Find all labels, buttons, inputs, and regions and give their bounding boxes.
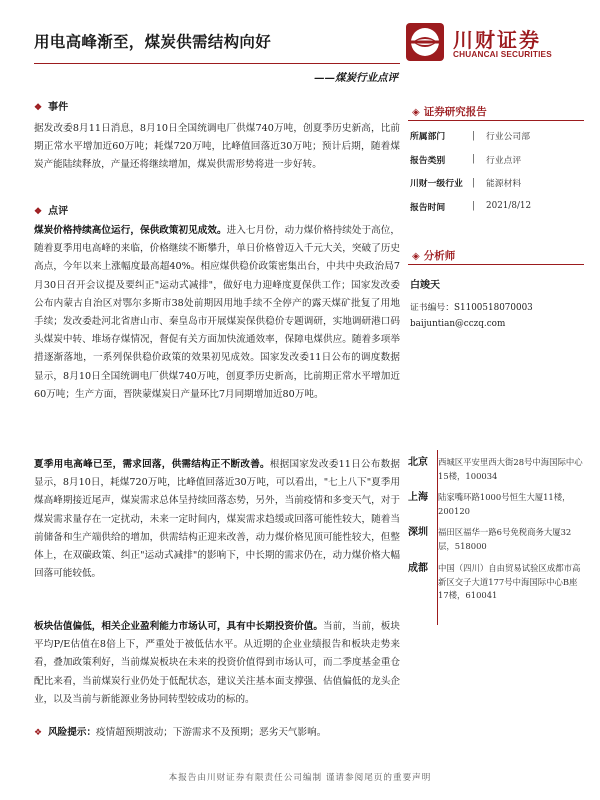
analyst-heading: ◈ 分析师 bbox=[412, 250, 456, 262]
event-paragraph: 据发改委8月11日消息，8月10日全国统调电厂供煤740万吨，创夏季历史新高，比前期正常水平增加近60万吨；耗煤720万吨，比峰值回落近30万吨；预计后期，随着煤炭产能陆续释放，产量还将继续增加，煤炭供需形势将进一步好转。 bbox=[34, 123, 400, 171]
paragraph-lead: 煤炭价格持续高位运行，保供政策初见成效。 bbox=[34, 225, 227, 236]
office-beijing: 北京 西城区平安里西大街28号中海国际中心15楼，100034 bbox=[408, 457, 583, 481]
diamond-icon: ❖ bbox=[34, 728, 43, 738]
diamond-icon: ❖ bbox=[34, 207, 43, 217]
section-heading-event: ❖ 事件 bbox=[34, 102, 69, 113]
diamond-icon: ❖ bbox=[34, 103, 43, 113]
sidebar-divider bbox=[408, 120, 584, 121]
office-shenzhen: 深圳 福田区福华一路6号免税商务大厦32层，518000 bbox=[408, 527, 572, 551]
info-row: 报告类别 | 行业点评 bbox=[410, 154, 522, 166]
chuancai-logo-icon bbox=[405, 22, 445, 62]
comment-paragraph-2: 夏季用电高峰已至，需求回落，供需结构正不断改善。根据国家发改委11日公布数据显示，8月10日，耗煤720万吨，比峰值回落近30万吨，可以看出，"七上八下"夏季用煤高峰期接近尾声，煤炭需求总体呈持续回落态势，另外，当前疫情和多变天气，对于煤炭需求量存在一定扰动，未来一定时间内，煤炭需求趋缓或回落可能性较大，随着当前储备和生产端供给的增加，供需结构正迎来改善，动力煤价格见顶可能性较大，但整体上，在双碳政策、纠正"运动式减排"的影响下，中长期的需求仍在，动力煤价格大幅回落可能较低。 bbox=[34, 459, 400, 580]
analyst-card bbox=[410, 278, 586, 332]
info-row: 报告时间 | 2021/8/12 bbox=[410, 201, 532, 213]
office-shanghai: 上海 陆家嘴环路1000号恒生大厦11楼，200120 bbox=[408, 492, 571, 516]
diamond-icon: ◈ bbox=[412, 107, 420, 118]
paragraph-lead: 板块估值偏低，相关企业盈利能力市场认可，具有中长期投资价值。 bbox=[34, 621, 323, 632]
info-row: 所属部门 | 行业公司部 bbox=[410, 130, 530, 143]
report-info-heading: ◈ 证券研究报告 bbox=[412, 106, 487, 118]
logo-english-name: CHUANCAI SECURITIES bbox=[453, 50, 552, 59]
analyst-email[interactable]: baijuntian@cczq.com bbox=[410, 319, 506, 329]
analyst-cert: 证书编号：S1100518070003 bbox=[410, 303, 533, 313]
report-subtitle: ——煤炭行业点评 bbox=[314, 72, 398, 84]
company-logo bbox=[405, 18, 585, 68]
info-row: 川财一级行业 | 能源材料 bbox=[410, 177, 522, 190]
header-divider bbox=[34, 63, 400, 64]
paragraph-lead: 夏季用电高峰已至，需求回落，供需结构正不断改善。 bbox=[34, 459, 270, 470]
comment-paragraph-1: 煤炭价格持续高位运行，保供政策初见成效。进入七月份，动力煤价格持续处于高位，随着夏季用电高峰的来临，价格继续不断攀升，单日价格曾迈入千元大关，突破了历史高点，今年以来上涨幅度最高超40%。相应煤供稳价政策密集出台，中共中央政治局7月30日召开会议提及要纠正"运动式减排"，做好电力迎峰度夏保供工作；国家发改委公布内蒙古自治区对鄂尔多斯市38处前期因用地手续不全停产的露天煤矿批复了用地手续；发改委赴河北省唐山市、秦皇岛市开展煤炭保供稳价专题调研，实地调研港口码头煤炭中转、堆场存煤情况，督促有关方面加快流通效率，保障电煤供应。随着多项举措逐渐落地，一系列保供稳价政策的效果初见成效。国家发改委11日公布的调度数据显示，8月10日全国统调电厂供煤740万吨，创夏季历史新高，比前期正常水平增加近60万吨；生产方面，晋陕蒙煤炭日产量环比7月同期增加近80万吨。 bbox=[34, 225, 401, 400]
diamond-icon: ◈ bbox=[412, 251, 420, 262]
office-chengdu: 成都 中国（四川）自由贸易试验区成都市高新区交子大道177号中海国际中心B座17楼，610041 bbox=[408, 563, 581, 600]
risk-warning: ❖ 风险提示：疫情超预期波动；下游需求不及预期；恶劣天气影响。 bbox=[34, 727, 327, 738]
page-footer: 本报告由川财证券有限责任公司编制 谨请参阅尾页的重要声明 bbox=[168, 773, 432, 783]
sidebar-divider bbox=[408, 264, 584, 265]
analyst-name: 白竣天 bbox=[410, 280, 440, 291]
comment-paragraph-3: 板块估值偏低，相关企业盈利能力市场认可，具有中长期投资价值。当前，当前，板块平均P/E估值在8倍上下，严重处于被低估水平。从近期的企业业绩报告和板块走势来看，叠加政策利好，当前煤炭板块在未来的投资价值得到市场认可，而二季度基金重仓配比来看，当前煤炭行业仍处于低配状态，建议关注基本面支撑强、估值偏低的龙头企业，以及当前与新能源业务协同转型较成功的标的。 bbox=[34, 621, 401, 705]
report-info-table bbox=[410, 124, 586, 218]
section-heading-comment: ❖ 点评 bbox=[34, 206, 69, 217]
report-title: 用电高峰渐至，煤炭供需结构向好 bbox=[34, 33, 272, 51]
logo-chinese-name: 川财证券 bbox=[453, 28, 541, 52]
